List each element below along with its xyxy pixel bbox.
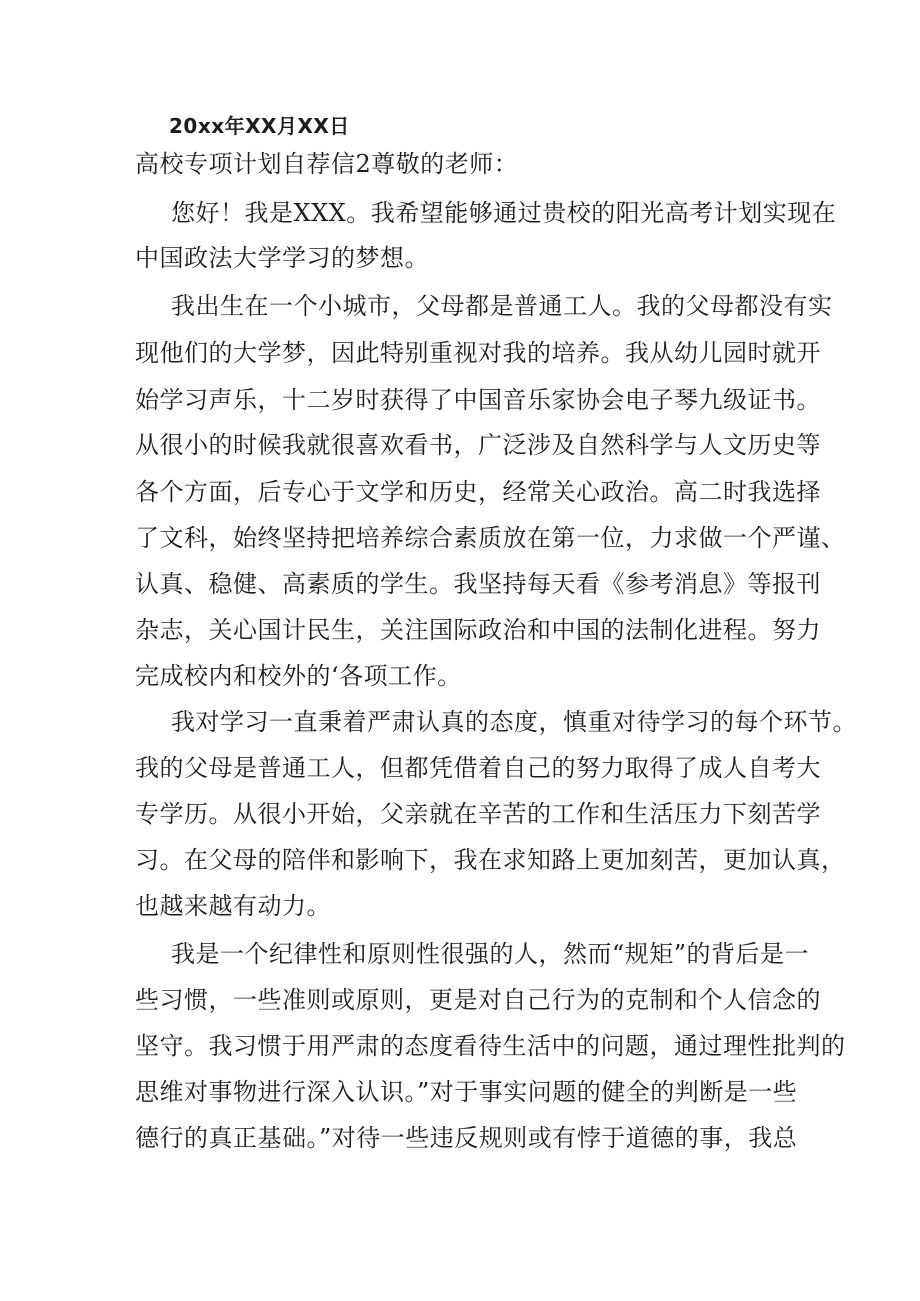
text-line: 思维对事物进行深入认识。”对于事实问题的健全的判断是一些 [135,1078,798,1106]
text-line: 专学历。从很小开始，父亲就在辛苦的工作和生活压力下刻苦学 [135,800,821,828]
text-line: 我是一个纪律性和原则性很强的人，然而“规矩”的背后是一 [171,940,810,968]
text-line: 我出生在一个小城市，父母都是普通工人。我的父母都没有实 [171,292,833,320]
text-line: 我对学习一直秉着严肃认真的态度，慎重对待学习的每个环节。 [171,708,857,736]
text-line: 现他们的大学梦，因此特别重视对我的培养。我从幼儿园时就开 [135,339,821,367]
text-line: 各个方面，后专心于文学和历史，经常关心政治。高二时我选择 [135,478,821,506]
text-line: 德行的真正基础。”对待一些违反规则或有悖于道德的事，我总 [135,1124,798,1152]
text-line: 始学习声乐，十二岁时获得了中国音乐家协会电子琴九级证书。 [135,386,821,414]
text-line: 您好！我是XXX。我希望能够通过贵校的阳光高考计划实现在 [171,199,837,227]
text-line: 我的父母是普通工人，但都凭借着自己的努力取得了成人自考大 [135,754,821,782]
text-line: 从很小的时候我就很喜欢看书，广泛涉及自然科学与人文历史等 [135,431,821,459]
text-line: 完成校内和校外的‘各项工作。 [135,662,462,690]
text-line: 中国政法大学学习的梦想。 [135,244,429,272]
text-line: 杂志，关心国计民生，关注国际政治和中国的法制化进程。努力 [135,616,821,644]
text-line: 习。在父母的陪伴和影响下，我在求知路上更加刻苦，更加认真， [135,846,846,874]
text-line: 了文科，始终坚持把培养综合素质放在第一位，力求做一个严谨、 [135,524,846,552]
text-line: 也越来越有动力。 [135,892,331,920]
document-date: 20xx年XX月XX日 [169,114,350,138]
document-heading: 高校专项计划自荐信2尊敬的老师： [135,150,519,178]
text-line: 些习惯，一些准则或原则，更是对自己行为的克制和个人信念的 [135,986,821,1014]
text-line: 认真、稳健、高素质的学生。我坚持每天看《参考消息》等报刊 [135,570,821,598]
text-line: 坚守。我习惯于用严肃的态度看待生活中的问题，通过理性批判的 [135,1032,846,1060]
